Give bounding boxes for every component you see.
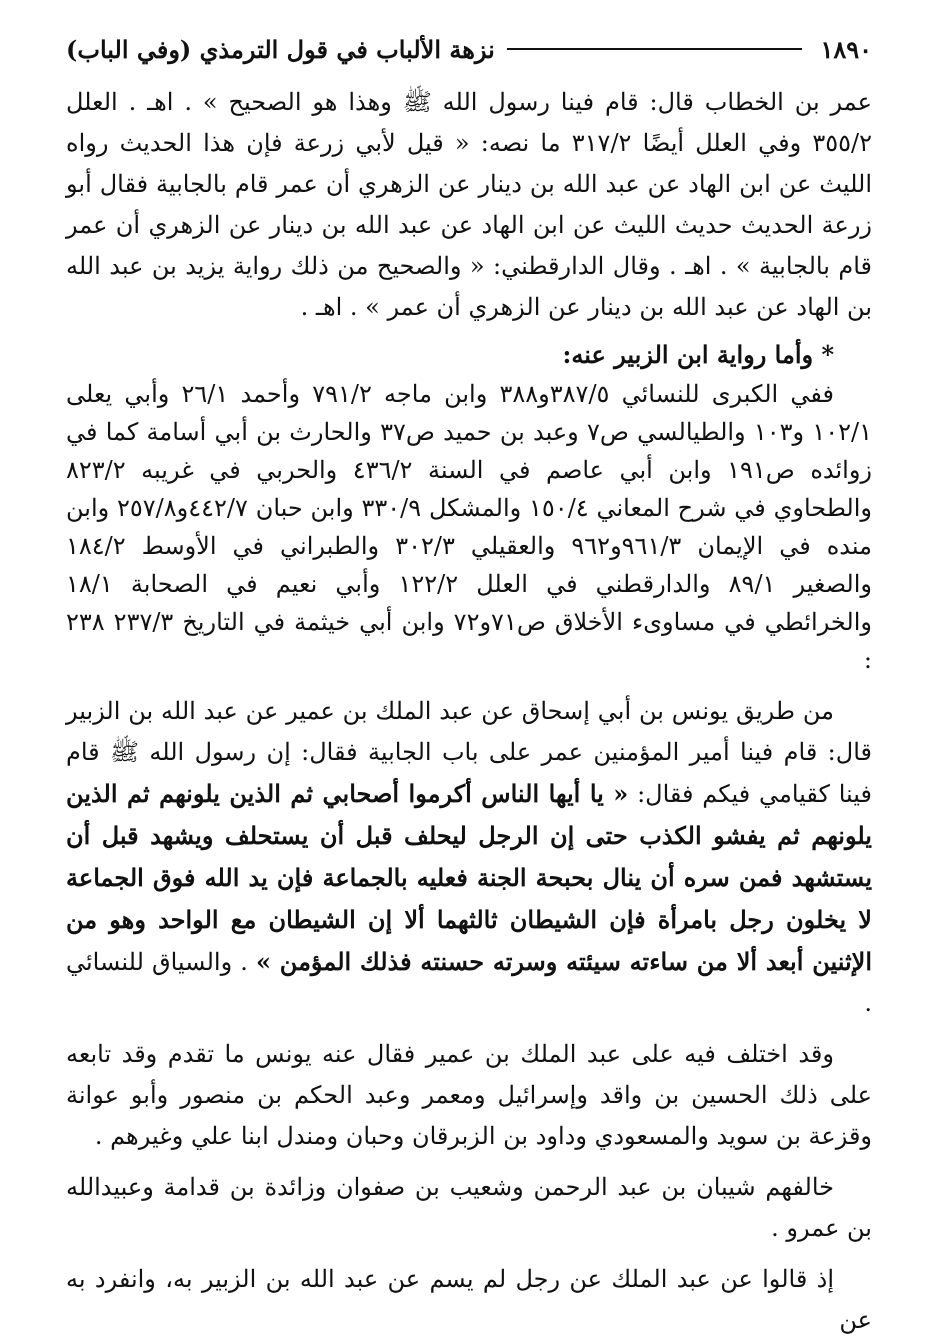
- paragraph-last: إذ قالوا عن عبد الملك عن رجل لم يسم عن عبد الله بن الزبير به، وانفرد به عن: [66, 1265, 872, 1334]
- paragraph-disagreement: وقد اختلف فيه على عبد الملك بن عمير فقال عنه يونس ما تقدم وقد تابعه على ذلك الحسين بن واقد وإسرائيل ومعمر وعبد الحكم بن منصور وأبو عوانة وقزعة بن سويد والمسعودي وداود بن الزبرقان وحبان ومندل ابنا علي وغيرهم .: [66, 1040, 872, 1150]
- hadith-text: « يا أيها الناس أكرموا أصحابي ثم الذين يلونهم ثم الذين يلونهم ثم يفشو الكذب حتى إن الرجل ليحلف قبل أن يستحلف ويشهد قبل أن يستشهد فمن سره أن ينال بحبحة الجنة فعليه بالجماعة فإن يد الله فوق الجماعة لا يخلون رجل بامرأة فإن الشيطان ثالثهما ألا إن الشيطان مع الواحد وهو من الإثنين أبعد ألا من ساءته سيئته وسرته حسنته فذلك المؤمن »: [66, 779, 873, 976]
- hadith-paragraph: [66, 691, 872, 1024]
- page-number: ١٨٩٠: [820, 34, 872, 64]
- references-paragraph: ففي الكبرى للنسائي ٣٨٧/٥و٣٨٨ وابن ماجه ٧٩١/٢ وأحمد ٢٦/١ وأبي يعلى ١٠٢/١ و١٠٣ والطيالسي ص٧ وعبد بن حميد ص٣٧ والحارث بن أبي أسامة كما في زوائده ص١٩١ وابن أبي عاصم في السنة ٤٣٦/٢ والحربي في غريبه ٨٢٣/٢ والطحاوي في شرح المعاني ١٥٠/٤ والمشكل ٣٣٠/٩ وابن حبان ٤٤٢/٧و٢٥٧/٨ وابن منده في الإيمان ٩٦١/٣و٩٦٢ والعقيلي ٣٠٢/٣ والطبراني في الأوسط ١٨٤/٢ والصغير ٨٩/١ والدارقطني في العلل ١٢٢/٢ وأبي نعيم في الصحابة ١٨/١ والخرائطي في مساوىء الأخلاق ص٧١و٧٢ وابن أبي خيثمة في التاريخ ٢٣٧/٣ ٢٣٨ :: [66, 380, 873, 674]
- paragraph-ilal: عمر بن الخطاب قال: قام فينا رسول الله ﷺ وهذا هو الصحيح » . اهـ . العلل ٣٥٥/٢ وفي العلل أيضًا ٣١٧/٢ ما نصه: « قيل لأبي زرعة فإن هذا الحديث رواه الليث عن ابن الهاد عن عبد الله بن دينار عن الزهري أن عمر قام بالجابية فقال أبو زرعة الحديث حديث الليث عن ابن الهاد عن عبد الله بن دينار عن الزهري أن عمر قام بالجابية » . اهـ . وقال الدارقطني: « والصحيح من ذلك رواية يزيد بن عبد الله بن الهاد عن عبد الله بن دينار عن الزهري أن عمر » . اهـ .: [66, 88, 872, 321]
- running-header: [66, 28, 872, 70]
- paragraph-opposition: خالفهم شيبان بن عبد الرحمن وشعيب بن صفوان وزائدة بن قدامة وعبيدالله بن عمرو .: [66, 1173, 872, 1242]
- source-note: . والسياق للنسائي .: [66, 948, 872, 1017]
- header-rule: [507, 48, 803, 50]
- isnad-text: من طريق يونس بن أبي إسحاق عن عبد الملك بن عمير عن عبد الله بن الزبير قال: قام فينا أمير المؤمنين عمر على باب الجابية فقال: إن رسول الله ﷺ قام فينا كقيامي فيكم فقال:: [66, 697, 872, 808]
- section-heading: * وأما رواية ابن الزبير عنه:: [562, 340, 834, 369]
- book-title: نزهة الألباب في قول الترمذي (وفي الباب): [66, 34, 495, 64]
- page-body: [66, 82, 872, 1341]
